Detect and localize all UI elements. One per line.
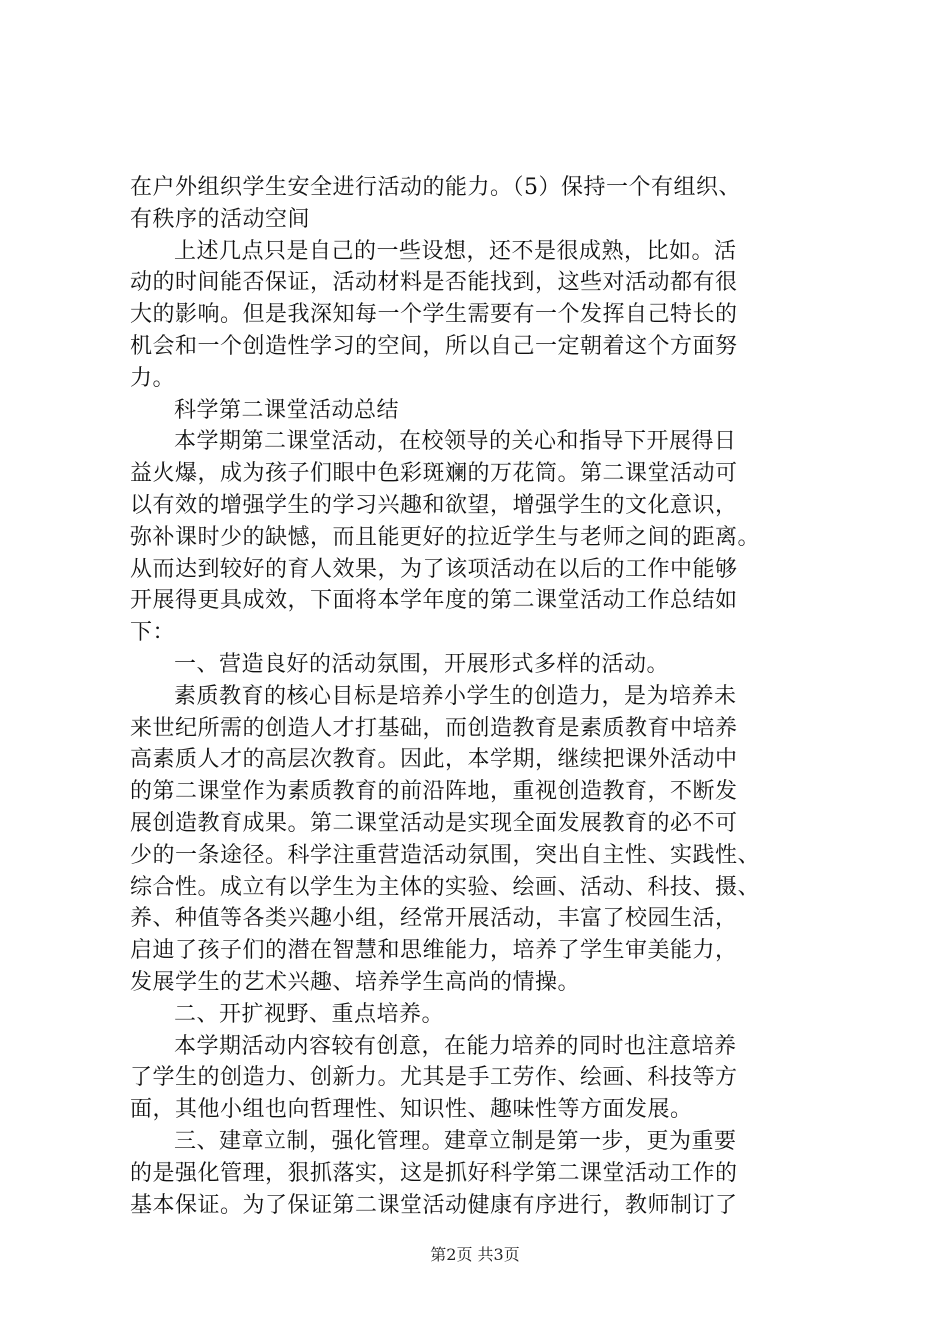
- text-line: 下：: [130, 620, 176, 646]
- text-line: 了学生的创造力、创新力。尤其是手工劳作、绘画、科技等方: [130, 1065, 738, 1091]
- text-line: 益火爆，成为孩子们眼中色彩斑斓的万花筒。第二课堂活动可: [130, 461, 738, 487]
- text-line: 启迪了孩子们的潜在智慧和思维能力，培养了学生审美能力，: [130, 938, 738, 964]
- section-heading: 一、营造良好的活动氛围，开展形式多样的活动。: [174, 651, 670, 677]
- document-body: [130, 172, 835, 1221]
- paragraph-start-line: 上述几点只是自己的一些设想，还不是很成熟，比如。活: [174, 238, 737, 264]
- text-line: 在户外组织学生安全进行活动的能力。（5）保持一个有组织、: [130, 175, 741, 200]
- text-line: 少的一条途径。科学注重营造活动氛围，突出自主性、实践性、: [130, 842, 761, 868]
- text-line: 的是强化管理，狠抓落实，这是抓好科学第二课堂活动工作的: [130, 1160, 738, 1186]
- text-line: 大的影响。但是我深知每一个学生需要有一个发挥自己特长的: [130, 302, 738, 328]
- text-line: 面，其他小组也向哲理性、知识性、趣味性等方面发展。: [130, 1097, 693, 1123]
- text-line: 动的时间能否保证，活动材料是否能找到，这些对活动都有很: [130, 270, 738, 296]
- text-line: 有秩序的活动空间: [130, 206, 311, 232]
- text-line: 高素质人才的高层次教育。因此，本学期，继续把课外活动中: [130, 747, 738, 773]
- text-line: 以有效的增强学生的学习兴趣和欲望，增强学生的文化意识，: [130, 492, 738, 518]
- section-title: 科学第二课堂活动总结: [174, 397, 400, 423]
- text-line: 发展学生的艺术兴趣、培养学生高尚的情操。: [130, 969, 581, 995]
- paragraph-start-line: 素质教育的核心目标是培养小学生的创造力，是为培养未: [174, 683, 737, 709]
- text-line: 综合性。成立有以学生为主体的实验、绘画、活动、科技、摄、: [130, 874, 761, 900]
- text-line: 开展得更具成效，下面将本学年度的第二课堂活动工作总结如: [130, 588, 738, 614]
- text-line: 力。: [130, 365, 176, 391]
- page-footer: 第2页 共3页: [430, 1245, 520, 1264]
- text-line: 来世纪所需的创造人才打基础，而创造教育是素质教育中培养: [130, 715, 738, 741]
- text-line: 基本保证。为了保证第二课堂活动健康有序进行，教师制订了: [130, 1192, 738, 1218]
- section-heading: 二、开扩视野、重点培养。: [174, 1001, 445, 1027]
- text-line: 养、种值等各类兴趣小组，经常开展活动，丰富了校园生活，: [130, 906, 738, 932]
- text-line: 的第二课堂作为素质教育的前沿阵地，重视创造教育，不断发: [130, 779, 738, 805]
- text-line: 展创造教育成果。第二课堂活动是实现全面发展教育的必不可: [130, 810, 738, 836]
- text-line: 从而达到较好的育人效果，为了该项活动在以后的工作中能够: [130, 556, 738, 582]
- text-line: 弥补课时少的缺憾，而且能更好的拉近学生与老师之间的距离。: [130, 524, 761, 550]
- paragraph-start-line: 本学期活动内容较有创意，在能力培养的同时也注意培养: [174, 1033, 737, 1059]
- paragraph-start-line: 本学期第二课堂活动，在校领导的关心和指导下开展得日: [174, 429, 737, 455]
- section-heading: 三、建章立制，强化管理。建章立制是第一步，更为重要: [174, 1128, 737, 1154]
- text-line: 机会和一个创造性学习的空间，所以自己一定朝着这个方面努: [130, 333, 738, 359]
